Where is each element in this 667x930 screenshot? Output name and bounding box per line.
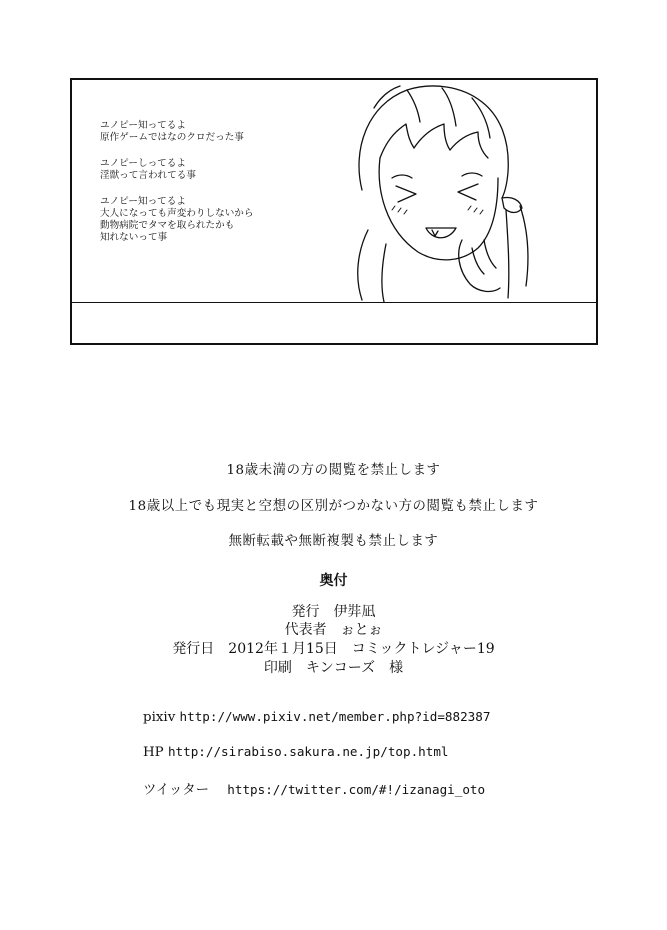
colophon-representative: 代表者 ぉとぉ bbox=[284, 622, 383, 638]
twitter-url-link[interactable]: https://twitter.com/#!/izanagi_oto bbox=[227, 782, 486, 797]
manga-panel bbox=[70, 78, 598, 345]
link-row-homepage bbox=[143, 744, 449, 760]
colophon-publish-date: 発行日 2012年１月15日 コミックトレジャー19 bbox=[172, 641, 495, 657]
panel-divider bbox=[72, 302, 596, 303]
character-illustration bbox=[322, 80, 598, 302]
notice-age-restriction: 18歳未満の方の閲覧を禁止します bbox=[226, 463, 441, 478]
colophon-title: 奥付 bbox=[319, 573, 348, 589]
link-row-twitter bbox=[143, 779, 485, 798]
colophon-publisher: 発行 伊弉凪 bbox=[291, 604, 376, 620]
dialogue-line-2: ユノピーしってるよ 淫獣って言われてる事 bbox=[100, 158, 196, 181]
colophon-printer: 印刷 キンコーズ 様 bbox=[263, 660, 404, 676]
homepage-url-link[interactable]: http://sirabiso.sakura.ne.jp/top.html bbox=[167, 744, 449, 759]
dialogue-text bbox=[100, 120, 330, 258]
homepage-label: HP bbox=[143, 745, 164, 760]
pixiv-url-link[interactable]: http://www.pixiv.net/member.php?id=882387 bbox=[179, 709, 491, 724]
notice-no-reproduction: 無断転載や無断複製も禁止します bbox=[228, 534, 439, 549]
pixiv-label: pixiv bbox=[143, 710, 176, 725]
dialogue-line-3: ユノピー知ってるよ 大人になっても声変わりしないから 動物病院でタマを取られたかも 知れないって事 bbox=[100, 196, 254, 243]
dialogue-line-1: ユノピー知ってるよ 原作ゲームではなのクロだった事 bbox=[100, 120, 244, 143]
link-row-pixiv bbox=[143, 709, 490, 725]
twitter-label: ツイッター bbox=[143, 783, 210, 798]
notice-reality-restriction: 18歳以上でも現実と空想の区別がつかない方の閲覧も禁止します bbox=[128, 499, 539, 514]
